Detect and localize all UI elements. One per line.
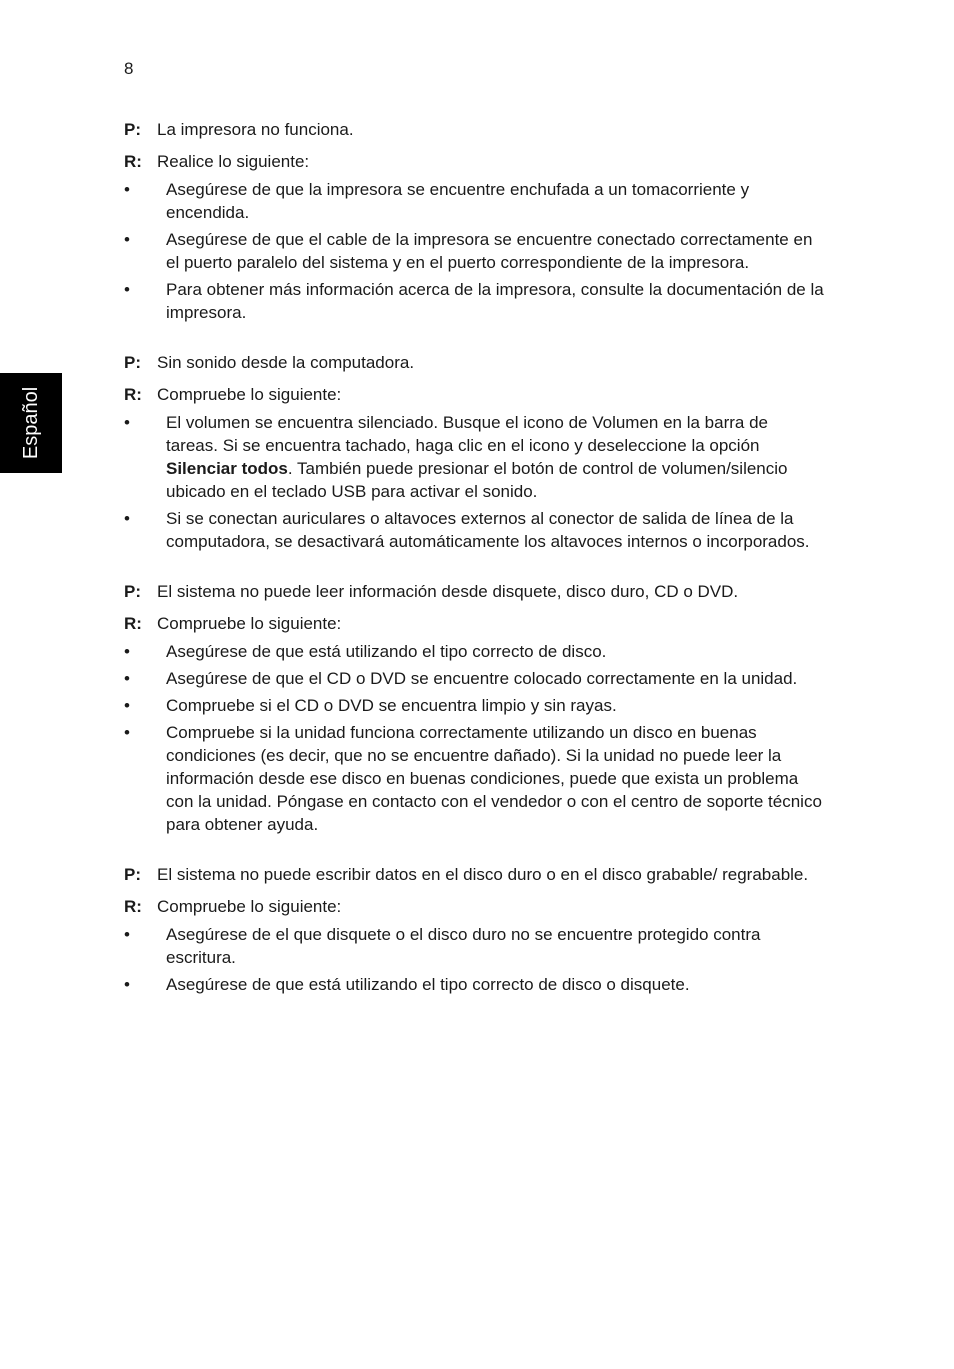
list-item	[124, 667, 824, 690]
bullet-icon: •	[124, 642, 130, 661]
answer-text: Compruebe lo siguiente:	[157, 897, 342, 916]
bullet-icon: •	[124, 230, 130, 249]
list-item	[124, 411, 824, 503]
question-text: El sistema no puede escribir datos en el disco duro o en el disco grabable/ regrabable.	[157, 865, 809, 884]
page-number: 8	[124, 59, 134, 78]
list-item-text: Asegúrese de el que disquete o el disco duro no se encuentre protegido contra escritura.	[166, 925, 761, 967]
answer-text: Compruebe lo siguiente:	[157, 385, 342, 404]
answer-text: Compruebe lo siguiente:	[157, 614, 342, 633]
question-text: Sin sonido desde la computadora.	[157, 353, 415, 372]
question-text: El sistema no puede leer información desde disquete, disco duro, CD o DVD.	[157, 582, 739, 601]
list-item-text: Asegúrese de que la impresora se encuentre enchufada a un tomacorriente y encendida.	[166, 180, 750, 222]
question-label: P:	[124, 353, 141, 372]
list-item-text	[166, 413, 788, 501]
question	[124, 351, 824, 374]
question	[124, 580, 824, 603]
list-item	[124, 923, 824, 969]
answer	[124, 612, 824, 635]
question	[124, 863, 824, 886]
list-item-text-end: . También puede presionar el botón de control de volumen/silencio ubicado en el teclado USB para activar el sonido.	[166, 459, 788, 501]
language-tab-label: Español	[20, 386, 42, 460]
list-item	[124, 178, 824, 224]
bullet-icon: •	[124, 669, 130, 688]
list-item-text: Compruebe si la unidad funciona correctamente utilizando un disco en buenas condiciones (es decir, que no se encuentre dañado). Si la unidad no puede leer la información desde ese disco en buenas condiciones, puede que exista un problema con la unidad. Póngase en contacto con el vendedor o con el centro de soporte técnico para obtener ayuda.	[166, 723, 822, 834]
answer-list	[124, 178, 824, 324]
answer-list	[124, 640, 824, 836]
bullet-icon: •	[124, 696, 130, 715]
bullet-icon: •	[124, 975, 130, 994]
answer-list	[124, 923, 824, 996]
question-label: P:	[124, 582, 141, 601]
list-item-text-start: El volumen se encuentra silenciado. Busque el icono de Volumen en la barra de tareas. Si se encuentra tachado, haga clic en el icono y deseleccione la opción	[166, 413, 768, 455]
mute-all-option-label: Silenciar todos	[166, 459, 288, 478]
bullet-icon: •	[124, 280, 130, 299]
list-item-text: Asegúrese de que está utilizando el tipo correcto de disco o disquete.	[166, 975, 690, 994]
question	[124, 118, 824, 141]
faq-section-read-disc	[124, 580, 824, 836]
list-item-text: Si se conectan auriculares o altavoces externos al conector de salida de línea de la computadora, se desactivará automáticamente los altavoces internos o incorporados.	[166, 509, 810, 551]
answer	[124, 895, 824, 918]
question-text: La impresora no funciona.	[157, 120, 354, 139]
list-item-text: Para obtener más información acerca de la impresora, consulte la documentación de la impresora.	[166, 280, 824, 322]
answer-label: R:	[124, 152, 142, 171]
list-item	[124, 278, 824, 324]
list-item	[124, 640, 824, 663]
list-item	[124, 228, 824, 274]
faq-section-printer	[124, 118, 824, 324]
question-label: P:	[124, 865, 141, 884]
answer-list	[124, 411, 824, 553]
list-item	[124, 973, 824, 996]
list-item	[124, 721, 824, 836]
list-item-text: Asegúrese de que está utilizando el tipo correcto de disco.	[166, 642, 607, 661]
bullet-icon: •	[124, 925, 130, 944]
faq-content	[124, 118, 824, 996]
answer-label: R:	[124, 614, 142, 633]
faq-section-write-disc	[124, 863, 824, 996]
list-item	[124, 507, 824, 553]
answer-label: R:	[124, 385, 142, 404]
list-item	[124, 694, 824, 717]
list-item-text: Asegúrese de que el cable de la impresora se encuentre conectado correctamente en el puerto paralelo del sistema y en el puerto correspondiente de la impresora.	[166, 230, 813, 272]
list-item-text: Compruebe si el CD o DVD se encuentra limpio y sin rayas.	[166, 696, 617, 715]
bullet-icon: •	[124, 413, 130, 432]
answer-text: Realice lo siguiente:	[157, 152, 310, 171]
list-item-text: Asegúrese de que el CD o DVD se encuentre colocado correctamente en la unidad.	[166, 669, 798, 688]
answer	[124, 150, 824, 173]
bullet-icon: •	[124, 723, 130, 742]
language-tab	[0, 373, 62, 473]
answer	[124, 383, 824, 406]
bullet-icon: •	[124, 509, 130, 528]
question-label: P:	[124, 120, 141, 139]
bullet-icon: •	[124, 180, 130, 199]
faq-section-sound	[124, 351, 824, 553]
answer-label: R:	[124, 897, 142, 916]
